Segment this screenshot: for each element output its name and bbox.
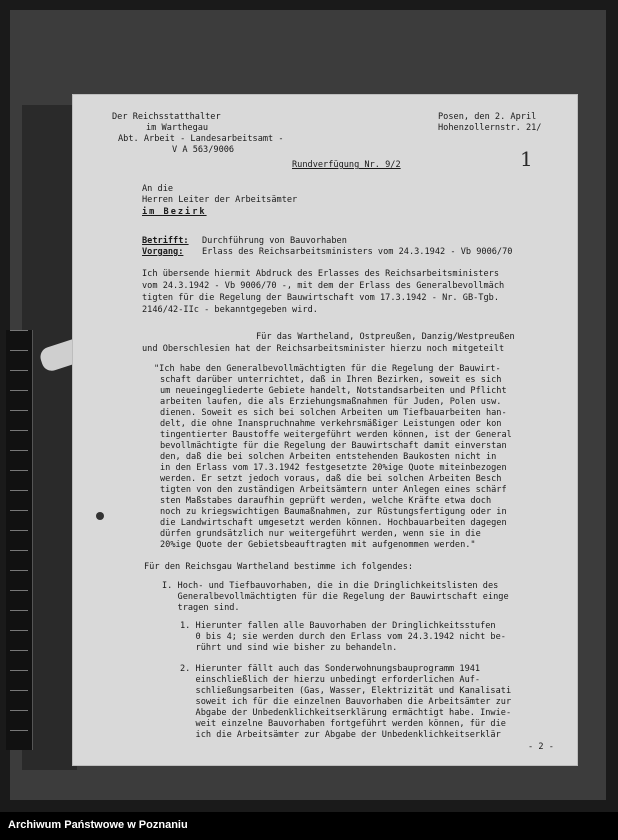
paragraph-1-line-4: 2146/42-IIc - bekanntgegeben wird. (142, 305, 318, 315)
circular-title: Rundverfügung Nr. 9/2 (292, 160, 401, 170)
address-line: Hohenzollernstr. 21/ (438, 123, 542, 133)
ruler-tick (10, 450, 28, 451)
recipient-line-3: im Bezirk (142, 207, 207, 217)
quote-line-2: schaft darüber unterrichtet, daß in Ihren Bezirken, soweit es sich (160, 375, 502, 385)
paragraph-1-line-2: vom 24.3.1942 - Vb 9006/70 -, mit dem der Erlass des Generalbevollmäch (142, 281, 505, 291)
ruler-tick (10, 330, 28, 331)
quote-line-5: dienen. Soweit es sich bei solchen Arbeiten um Tiefbauarbeiten han- (160, 408, 507, 418)
item-1-line-1: 1. Hierunter fallen alle Bauvorhaben der Dringlichkeitsstufen (180, 621, 496, 631)
item-1-line-3: rührt und sind wie bisher zu behandeln. (180, 643, 398, 653)
quote-line-10: in den Erlass vom 17.3.1942 festgesetzte 20%ige Quote miteinbezogen (160, 463, 507, 473)
item-2-line-2: einschließlich der hierzu unbedingt erforderlichen Auf- (180, 675, 481, 685)
ruler-tick (10, 410, 28, 411)
ruler-tick (10, 530, 28, 531)
ruler-tick (10, 590, 28, 591)
betrifft-label: Betrifft: (142, 236, 189, 246)
item-2-line-6: weit einzelne Bauvorhaben fortgeführt werden können, für die (180, 719, 506, 729)
ruler-tick (10, 470, 28, 471)
ruler-tick (10, 390, 28, 391)
ruler-tick (10, 370, 28, 371)
ruler-tick (10, 510, 28, 511)
ruler-tick (10, 570, 28, 571)
sender-line-2: im Warthegau (146, 123, 209, 133)
quote-line-3: um neueingegliederte Gebiete handelt, Notstandsarbeiten und Pflicht (160, 386, 507, 396)
vorgang-text: Erlass des Reichsarbeitsministers vom 24.3.1942 - Vb 9006/70 (202, 247, 513, 257)
ruler-tick (10, 730, 28, 731)
item-1-line-2: 0 bis 4; sie werden durch den Erlass vom 24.3.1942 nicht be- (180, 632, 506, 642)
ruler-tick (10, 350, 28, 351)
paragraph-2-line-2: und Oberschlesien hat der Reichsarbeitsminister hierzu noch mitgeteilt (142, 344, 505, 354)
vorgang-label: Vorgang: (142, 247, 184, 257)
ruler-tick (10, 650, 28, 651)
ruler-tick (10, 630, 28, 631)
quote-line-14: noch zu kriegswichtigen Baumaßnahmen, zur Rüstungsfertigung oder in (160, 507, 507, 517)
quote-line-6: delt, die ohne Inanspruchnahme verkehrsmäßiger Leistungen oder kon (160, 419, 502, 429)
quote-line-7: tingentierter Baustoffe weitergeführt werden können, ist der General (160, 430, 512, 440)
recipient-line-2: Herren Leiter der Arbeitsämter (142, 195, 298, 205)
archive-footer (0, 812, 618, 840)
sender-line-4: V A 563/9006 (172, 145, 235, 155)
ruler-tick (10, 670, 28, 671)
item-2-line-4: soweit ich für die einzelnen Bauvorhaben die Arbeitsämter zur (180, 697, 512, 707)
scale-ruler (6, 330, 33, 750)
paragraph-2-line-1: Für das Wartheland, Ostpreußen, Danzig/Westpreußen (256, 332, 515, 342)
punch-hole (96, 512, 104, 520)
ruler-tick (10, 690, 28, 691)
quote-line-13: sten Maßstabes daraufhin geprüft werden, welche Kräfte etwa doch (160, 496, 492, 506)
item-2-line-1: 2. Hierunter fällt auch das Sonderwohnungsbauprogramm 1941 (180, 664, 481, 674)
ruler-tick (10, 430, 28, 431)
handwritten-page-number: 1 (520, 147, 533, 171)
quote-line-11: werden. Er setzt jedoch voraus, daß die bei solchen Arbeiten Besch (160, 474, 502, 484)
item-2-line-7: ich die Arbeitsämter zur Abgabe der Unbedenklichkeitserklär (180, 730, 501, 740)
quote-line-17: 20%ige Quote der Gebietsbeauftragten mit aufgenommen werden." (160, 540, 476, 550)
quote-line-16: dürfen grundsätzlich nur weitergeführt werden, wenn sie in die (160, 529, 481, 539)
ruler-tick (10, 710, 28, 711)
archive-footer-label: Archiwum Państwowe w Poznaniu (8, 819, 188, 831)
document-page (72, 94, 578, 766)
quote-line-4: arbeiten laufen, die als Erziehungsmaßnahmen für Juden, Polen usw. (160, 397, 502, 407)
ruler-tick (10, 610, 28, 611)
section-1-line-2: Generalbevollmächtigten für die Regelung der Bauwirtschaft einge (162, 592, 509, 602)
betrifft-text: Durchführung von Bauvorhaben (202, 236, 347, 246)
ruler-tick (10, 550, 28, 551)
quote-line-15: die Landwirtschaft umgesetzt werden können. Hochbauarbeiten dagegen (160, 518, 507, 528)
quote-line-8: bevollmächtigte für die Regelung der Bauwirtschaft damit einverstan (160, 441, 507, 451)
ruler-tick (10, 490, 28, 491)
item-2-line-5: Abgabe der Unbedenklichkeitserklärung ermächtigt habe. Inwie- (180, 708, 512, 718)
item-2-line-3: schließungsarbeiten (Gas, Wasser, Elektrizität und Kanalisati (180, 686, 512, 696)
recipient-line-1: An die (142, 184, 174, 194)
sender-line-3: Abt. Arbeit - Landesarbeitsamt - (118, 134, 284, 144)
page-number: - 2 - (528, 742, 554, 752)
quote-line-9: den, daß die bei solchen Arbeiten entstehenden Baukosten nicht in (160, 452, 497, 462)
date-line: Posen, den 2. April (438, 112, 537, 122)
section-1-line-3: tragen sind. (162, 603, 240, 613)
paragraph-1-line-3: tigten für die Regelung der Bauwirtschaft vom 17.3.1942 - Nr. GB-Tgb. (142, 293, 499, 303)
paragraph-1-line-1: Ich übersende hiermit Abdruck des Erlasses des Reichsarbeitsministers (142, 269, 499, 279)
quote-line-12: tigten von den zuständigen Arbeitsämtern unter Anlegen eines schärf (160, 485, 507, 495)
sender-line-1: Der Reichsstatthalter (112, 112, 221, 122)
section-1-line-1: I. Hoch- und Tiefbauvorhaben, die in die Dringlichkeitslisten des (162, 581, 499, 591)
paragraph-3: Für den Reichsgau Wartheland bestimme ich folgendes: (144, 562, 414, 572)
quote-line-1: "Ich habe den Generalbevollmächtigten für die Regelung der Bauwirt- (154, 364, 501, 374)
